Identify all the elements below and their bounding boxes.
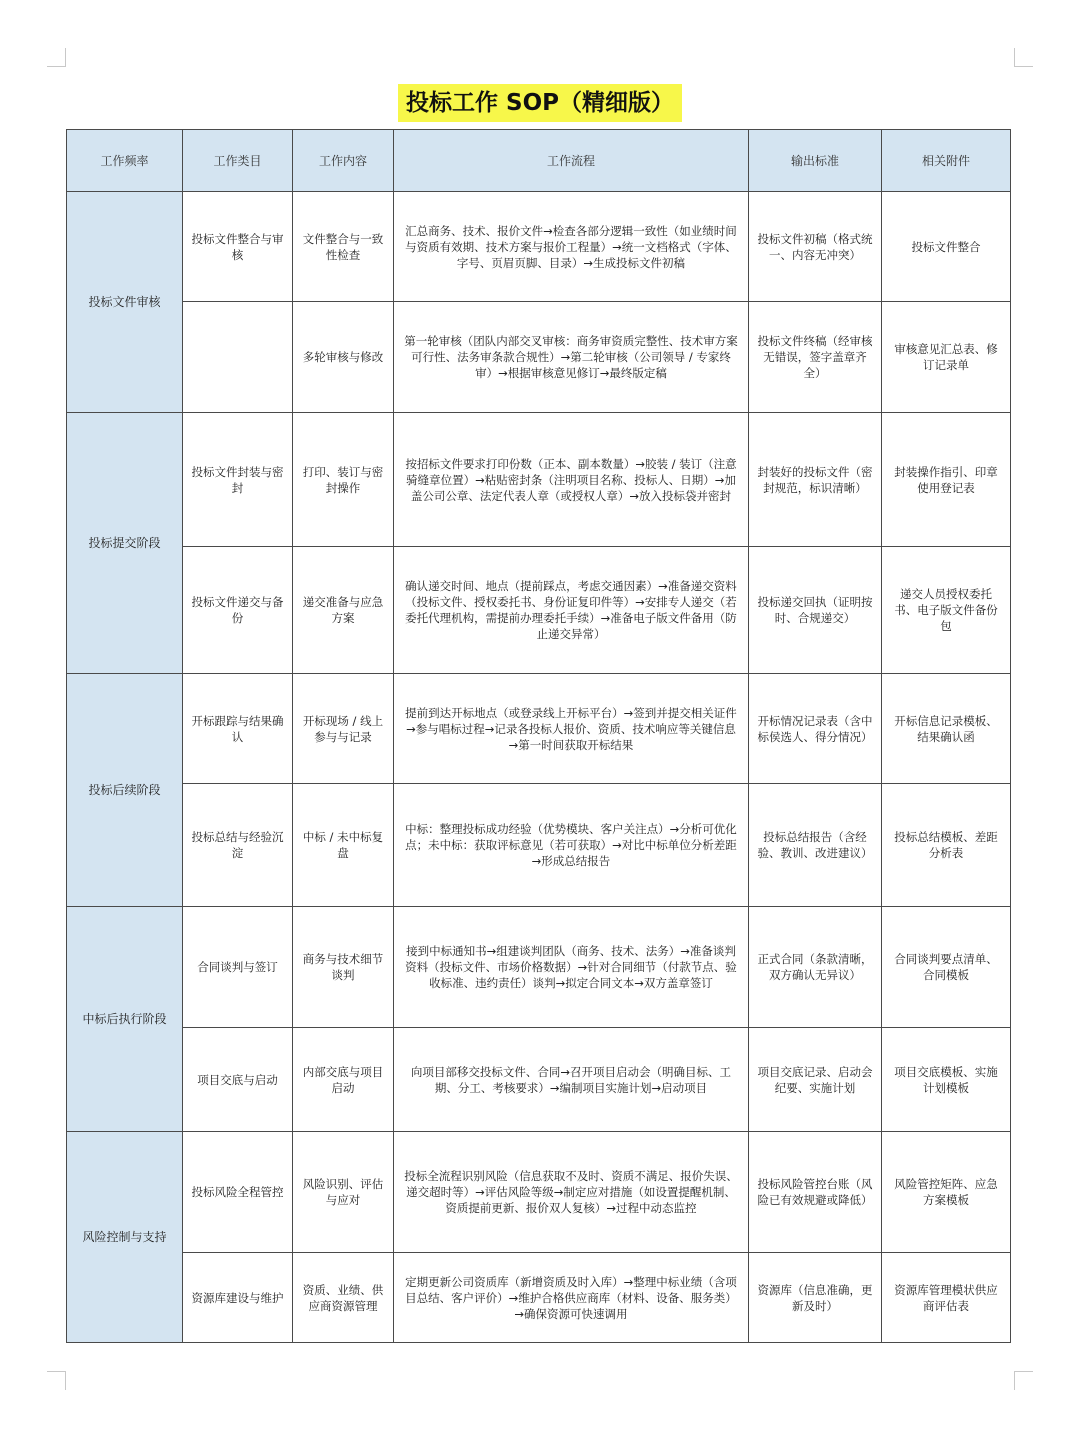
crop-mark-bottom-right bbox=[1014, 1371, 1033, 1390]
flow-cell: 提前到达开标地点（或登录线上开标平台）→签到并提交相关证件→参与唱标过程→记录各投标人报价、资质、技术响应等关键信息→第一时间获取开标结果 bbox=[394, 674, 749, 784]
output-cell: 资源库（信息准确，更新及时） bbox=[749, 1253, 882, 1343]
attachment-cell: 开标信息记录模板、结果确认函 bbox=[882, 674, 1011, 784]
output-cell: 开标情况记录表（含中标侯选人、得分情况） bbox=[749, 674, 882, 784]
table-row bbox=[67, 547, 1011, 674]
flow-cell: 接到中标通知书→组建谈判团队（商务、技术、法务）→准备谈判资料（投标文件、市场价格数据）→针对合同细节（付款节点、验收标准、违约责任）谈判→拟定合同文本→双方盖章签订 bbox=[394, 907, 749, 1028]
content-cell: 打印、装订与密封操作 bbox=[293, 413, 394, 547]
attachment-cell: 资源库管理模状供应商评估表 bbox=[882, 1253, 1011, 1343]
attachment-cell: 合同谈判要点清单、合同模板 bbox=[882, 907, 1011, 1028]
attachment-cell: 递交人员授权委托书、电子版文件备份包 bbox=[882, 547, 1011, 674]
category-cell: 投标文件封装与密封 bbox=[183, 413, 293, 547]
attachment-cell: 审核意见汇总表、修订记录单 bbox=[882, 302, 1011, 413]
table-row bbox=[67, 1253, 1011, 1343]
content-cell: 资质、业绩、供应商资源管理 bbox=[293, 1253, 394, 1343]
crop-mark-top-right bbox=[1014, 48, 1033, 67]
flow-cell: 汇总商务、技术、报价文件→检查各部分逻辑一致性（如业绩时间与资质有效期、技术方案与报价工程量）→统一文档格式（字体、字号、页眉页脚、目录）→生成投标文件初稿 bbox=[394, 192, 749, 302]
category-cell: 投标总结与经验沉淀 bbox=[183, 784, 293, 907]
flow-cell: 投标全流程识别风险（信息获取不及时、资质不满足、报价失误、递交超时等）→评估风险等级→制定应对措施（如设置提醒机制、资质提前更新、报价双人复核）→过程中动态监控 bbox=[394, 1132, 749, 1253]
category-cell: 投标文件递交与备份 bbox=[183, 547, 293, 674]
page-title: 投标工作 SOP（精细版） bbox=[398, 84, 682, 122]
category-cell: 开标跟踪与结果确认 bbox=[183, 674, 293, 784]
output-cell: 投标文件初稿（格式统一、内容无冲突） bbox=[749, 192, 882, 302]
category-cell: 项目交底与启动 bbox=[183, 1028, 293, 1132]
output-cell: 封装好的投标文件（密封规范，标识清晰） bbox=[749, 413, 882, 547]
flow-cell: 按招标文件要求打印份数（正本、副本数量）→胶装 / 装订（注意骑缝章位置）→粘贴密封条（注明项目名称、投标人、日期）→加盖公司公章、法定代表人章（或授权人章）→放入投标袋并密封 bbox=[394, 413, 749, 547]
category-cell: 投标风险全程管控 bbox=[183, 1132, 293, 1253]
header-flow: 工作流程 bbox=[394, 130, 749, 192]
attachment-cell: 项目交底模板、实施计划模板 bbox=[882, 1028, 1011, 1132]
stage-cell: 投标后续阶段 bbox=[67, 674, 183, 907]
content-cell: 开标现场 / 线上参与与记录 bbox=[293, 674, 394, 784]
table-row bbox=[67, 784, 1011, 907]
output-cell: 投标总结报告（含经验、教训、改进建议） bbox=[749, 784, 882, 907]
content-cell: 中标 / 未中标复盘 bbox=[293, 784, 394, 907]
table-row bbox=[67, 1132, 1011, 1253]
category-cell: 合同谈判与签订 bbox=[183, 907, 293, 1028]
output-cell: 项目交底记录、启动会纪要、实施计划 bbox=[749, 1028, 882, 1132]
content-cell: 递交准备与应急方案 bbox=[293, 547, 394, 674]
category-cell bbox=[183, 302, 293, 413]
attachment-cell: 风险管控矩阵、应急方案模板 bbox=[882, 1132, 1011, 1253]
header-content: 工作内容 bbox=[293, 130, 394, 192]
header-output: 输出标准 bbox=[749, 130, 882, 192]
content-cell: 内部交底与项目启动 bbox=[293, 1028, 394, 1132]
flow-cell: 定期更新公司资质库（新增资质及时入库）→整理中标业绩（含项目总结、客户评价）→维护合格供应商库（材料、设备、服务类）→确保资源可快速调用 bbox=[394, 1253, 749, 1343]
table-row bbox=[67, 413, 1011, 547]
header-frequency: 工作频率 bbox=[67, 130, 183, 192]
content-cell: 风险识别、评估与应对 bbox=[293, 1132, 394, 1253]
attachment-cell: 封装操作指引、印章使用登记表 bbox=[882, 413, 1011, 547]
attachment-cell: 投标文件整合 bbox=[882, 192, 1011, 302]
output-cell: 正式合同（条款清晰，双方确认无异议） bbox=[749, 907, 882, 1028]
output-cell: 投标风险管控台账（风险已有效规避或降低） bbox=[749, 1132, 882, 1253]
flow-cell: 确认递交时间、地点（提前踩点，考虑交通因素）→准备递交资料（投标文件、授权委托书、身份证复印件等）→安排专人递交（若委托代理机构，需提前办理委托手续）→准备电子版文件备用（防止递交异常） bbox=[394, 547, 749, 674]
stage-cell: 中标后执行阶段 bbox=[67, 907, 183, 1132]
category-cell: 投标文件整合与审核 bbox=[183, 192, 293, 302]
table-row bbox=[67, 674, 1011, 784]
output-cell: 投标递交回执（证明按时、合规递交） bbox=[749, 547, 882, 674]
crop-mark-top-left bbox=[47, 48, 66, 67]
output-cell: 投标文件终稿（经审核无错误，签字盖章齐全） bbox=[749, 302, 882, 413]
stage-cell: 投标文件审核 bbox=[67, 192, 183, 413]
header-row bbox=[67, 130, 1011, 192]
content-cell: 文件整合与一致性检查 bbox=[293, 192, 394, 302]
table-row bbox=[67, 1028, 1011, 1132]
flow-cell: 第一轮审核（团队内部交叉审核：商务审资质完整性、技术审方案可行性、法务审条款合规性）→第二轮审核（公司领导 / 专家终审）→根据审核意见修订→最终版定稿 bbox=[394, 302, 749, 413]
content-cell: 多轮审核与修改 bbox=[293, 302, 394, 413]
sop-table bbox=[66, 129, 1011, 1343]
category-cell: 资源库建设与维护 bbox=[183, 1253, 293, 1343]
flow-cell: 向项目部移交投标文件、合同→召开项目启动会（明确目标、工期、分工、考核要求）→编制项目实施计划→启动项目 bbox=[394, 1028, 749, 1132]
stage-cell: 投标提交阶段 bbox=[67, 413, 183, 674]
table-row bbox=[67, 907, 1011, 1028]
header-attachment: 相关附件 bbox=[882, 130, 1011, 192]
content-cell: 商务与技术细节谈判 bbox=[293, 907, 394, 1028]
table-row bbox=[67, 302, 1011, 413]
crop-mark-bottom-left bbox=[47, 1371, 66, 1390]
header-category: 工作类目 bbox=[183, 130, 293, 192]
table-row bbox=[67, 192, 1011, 302]
flow-cell: 中标：整理投标成功经验（优势模块、客户关注点）→分析可优化点；未中标：获取评标意见（若可获取）→对比中标单位分析差距→形成总结报告 bbox=[394, 784, 749, 907]
stage-cell: 风险控制与支持 bbox=[67, 1132, 183, 1343]
attachment-cell: 投标总结模板、差距分析表 bbox=[882, 784, 1011, 907]
title-container bbox=[0, 84, 1080, 122]
